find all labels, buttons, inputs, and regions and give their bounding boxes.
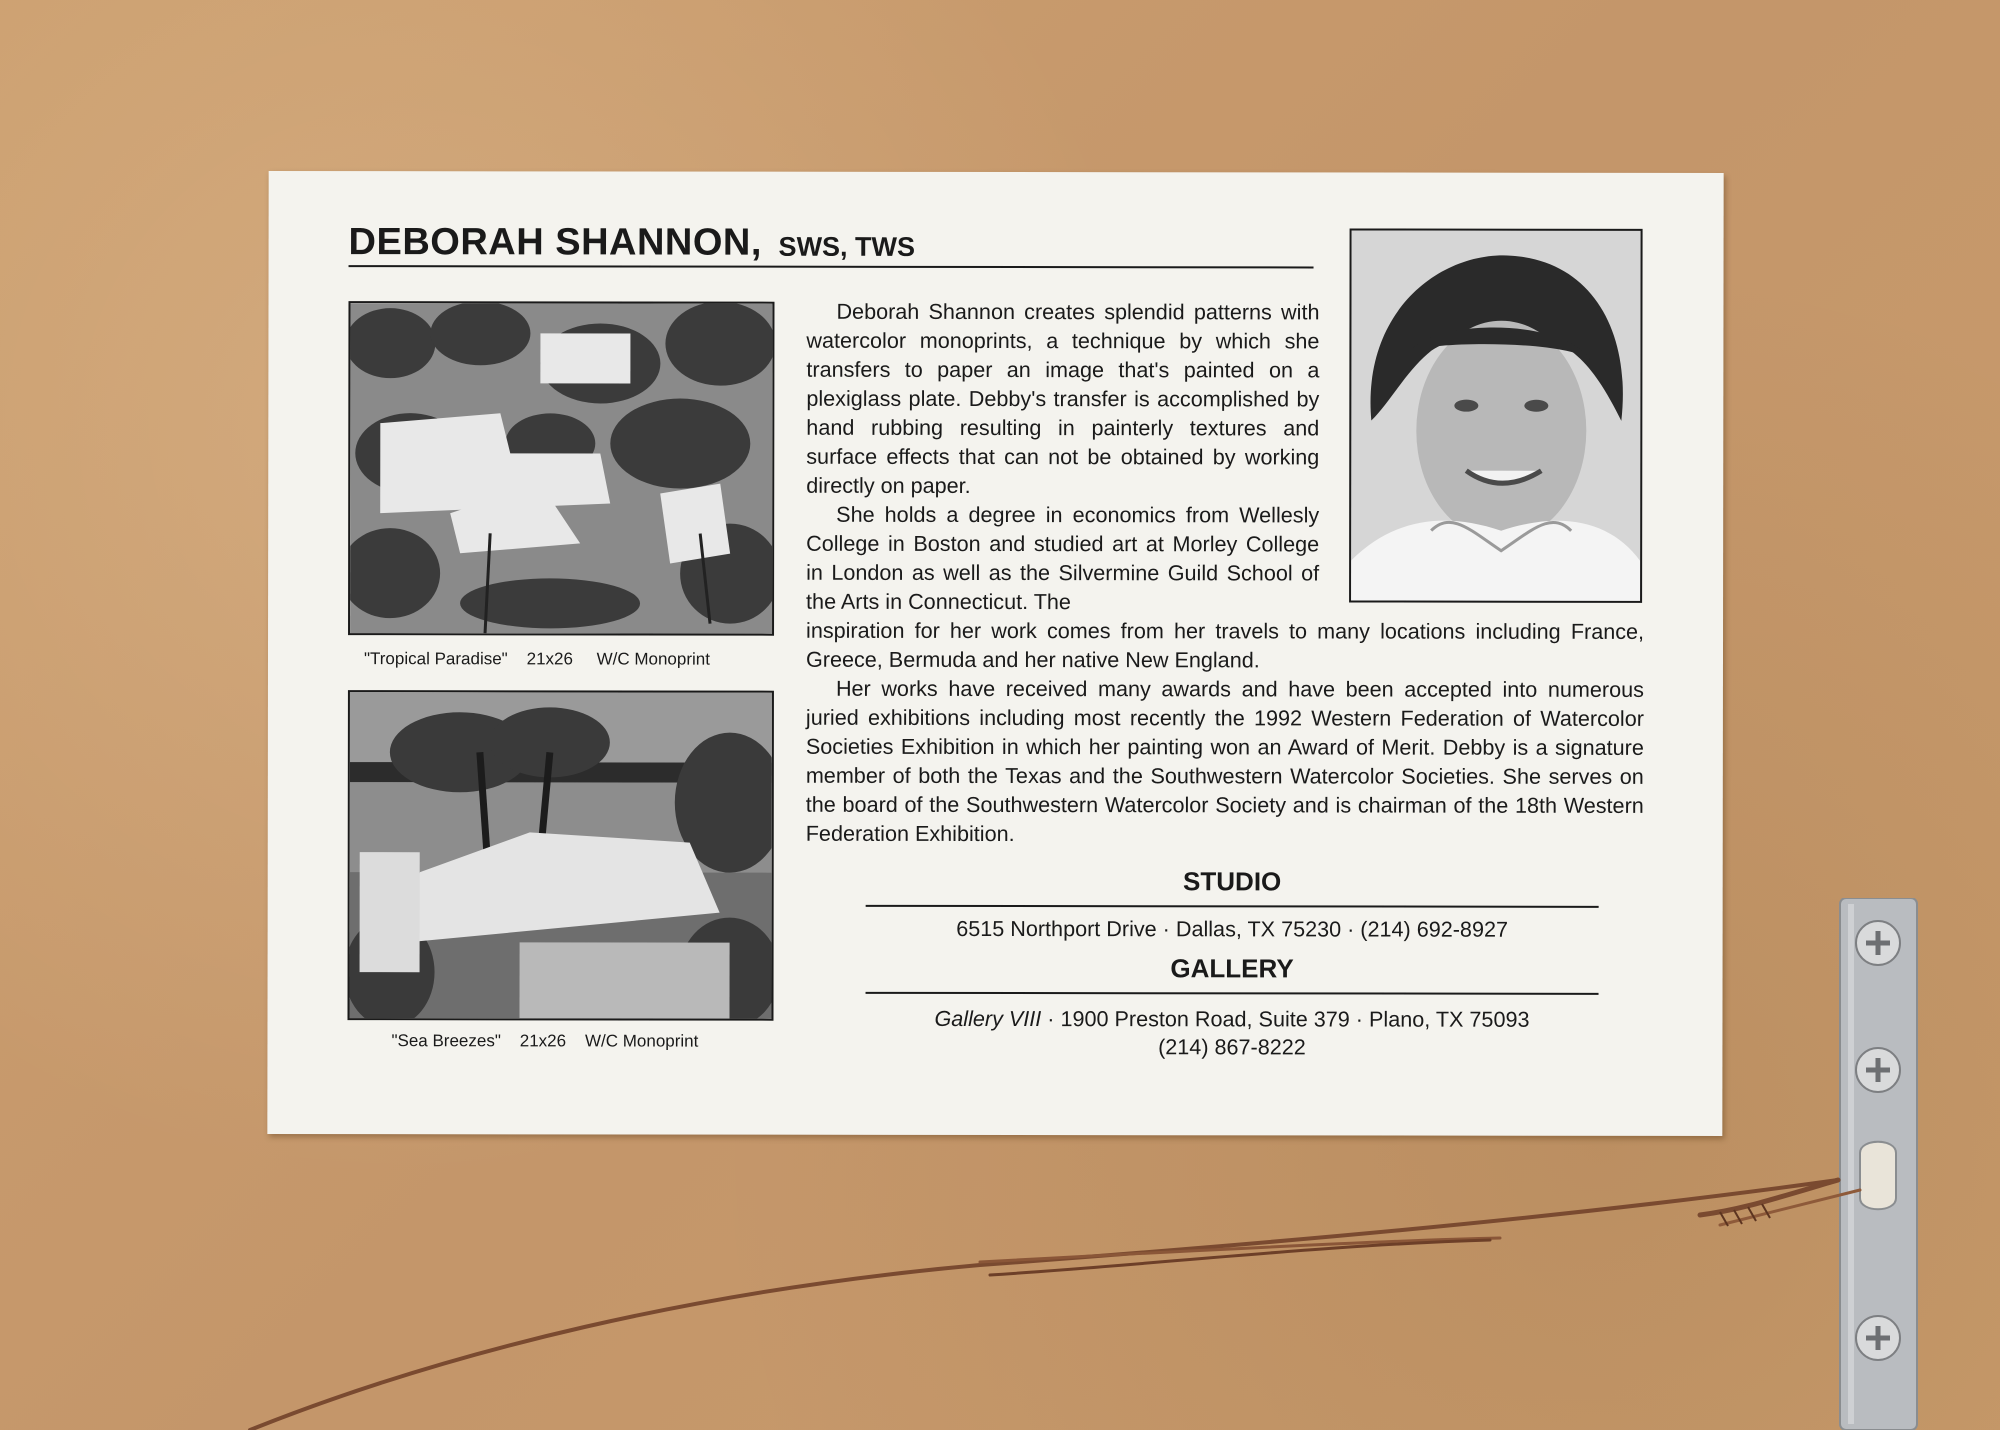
artwork-medium: W/C Monoprint	[584, 1031, 699, 1051]
screw-icon	[1856, 1048, 1900, 1092]
artwork-title: "Tropical Paradise"	[363, 649, 508, 669]
artwork-image-sea-breezes	[347, 690, 773, 1021]
artist-name: DEBORAH SHANNON,	[348, 221, 762, 264]
studio-heading: STUDIO	[1183, 866, 1282, 897]
studio-address: 6515 Northport Drive · Dallas, TX 75230 · (214) 692-8927	[956, 915, 1509, 942]
gallery-phone: (214) 867-8222	[1158, 1034, 1306, 1060]
artwork-caption-tropical-paradise	[364, 649, 710, 669]
artwork-size: 21x26	[519, 1031, 567, 1051]
screw-icon	[1856, 921, 1900, 965]
gallery-name: Gallery VIII	[934, 1005, 1042, 1032]
artwork-medium: W/C Monoprint	[596, 649, 710, 669]
artwork-title: "Sea Breezes"	[391, 1031, 501, 1051]
title-row	[349, 221, 1314, 268]
bio-paragraph-2-end: inspiration for her work comes from her travels to many locations including France, Greece, Bermuda and her native New England.	[805, 617, 1645, 673]
artist-portrait-photo	[1349, 228, 1643, 602]
bio-paragraph-2-start: She holds a degree in economics from Wellesly College in Boston and studied art at Morley College in London as well as the Silvermine Guild School of the Arts in Connecticut. The	[806, 501, 1320, 615]
artwork-size: 21x26	[526, 649, 573, 669]
screw-icon	[1856, 1316, 1900, 1360]
gallery-divider	[866, 992, 1599, 995]
gallery-address: · 1900 Preston Road, Suite 379 · Plano, TX 75093	[1041, 1006, 1530, 1032]
artwork-image-tropical-paradise	[348, 301, 774, 636]
mounting-bracket	[1838, 898, 1919, 1430]
bio-paragraph-1: Deborah Shannon creates splendid patterns with watercolor monoprints, a technique by which she transfers to paper an image that's painted on a plexiglass plate. Debby's transfer is accomplished by hand rubbing resulting in painterly textures and surface effects that can not be obtained by working directly on paper.	[806, 298, 1320, 498]
gallery-heading: GALLERY	[1170, 953, 1294, 984]
bio-paragraph-3: Her works have received many awards and have been accepted into numerous juried exhibitions including most recently the 1992 Western Federation of Watercolor Societies Exhibition in which her painting won an Award of Merit. Debby is a signature member of both the Texas and the Southwestern Watercolor Societies. She serves on the board of the Southwestern Watercolor Society and is chairman of the 18th Western Federation Exhibition.	[805, 675, 1644, 847]
artist-bio-card	[267, 171, 1723, 1136]
gallery-address-line	[865, 1006, 1598, 1033]
artist-credentials: SWS, TWS	[778, 231, 916, 262]
artwork-caption-sea-breezes	[391, 1031, 698, 1051]
studio-divider	[866, 905, 1599, 908]
